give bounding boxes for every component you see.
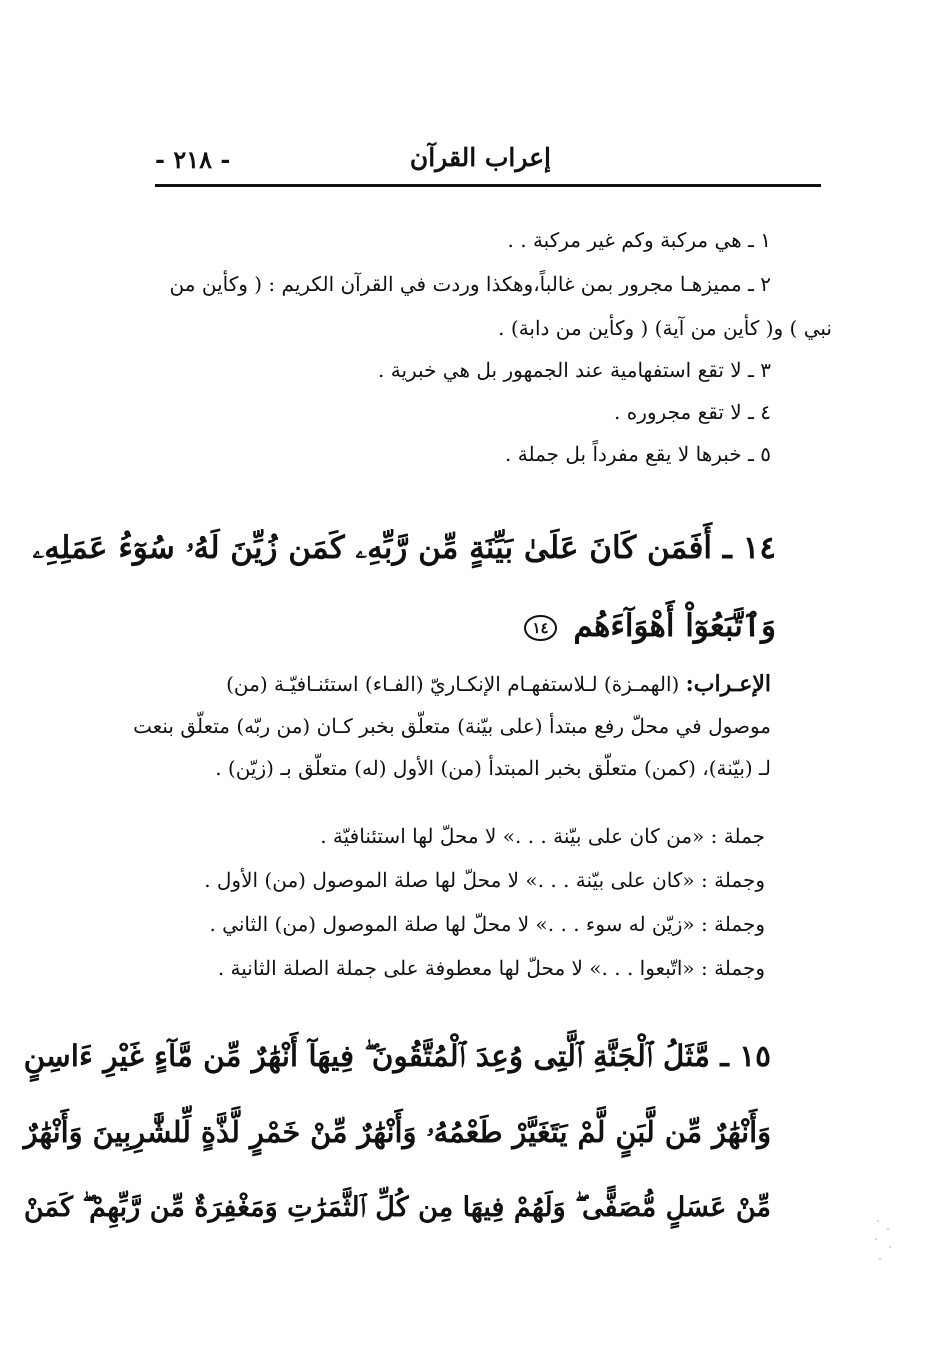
list-item-1: ١ ـ هي مركبة وكم غير مركبة . .	[507, 228, 771, 252]
irab-line-1	[226, 662, 771, 706]
running-title: إعراب القرآن	[409, 143, 551, 172]
verse-number-marker: ١٤	[524, 615, 556, 641]
verse-14-line-1: ١٤ ـ أَفَمَن كَانَ عَلَىٰ بَيِّنَةٍ مِّن رَّبِّهِۦ كَمَن زُيِّنَ لَهُۥ سُوٓءُ عَمَلِهِۦ	[32, 530, 776, 566]
verse-15-line-1: ١٥ ـ مَّثَلُ ٱلْجَنَّةِ ٱلَّتِى وُعِدَ ٱلْمُتَّقُونَ ۖ فِيهَآ أَنْهَٰرٌ مِّن مَّآءٍ غَيْرِ ءَاسِنٍ	[23, 1038, 771, 1073]
verse-15-line-2: وَأَنْهَٰرٌ مِّن لَّبَنٍ لَّمْ يَتَغَيَّرْ طَعْمُهُۥ وَأَنْهَٰرٌ مِّنْ خَمْرٍ لَّذَّةٍ لِّلشَّٰرِبِينَ وَأَنْهَٰرٌ	[23, 1115, 771, 1149]
irab-label: الإعـراب:	[685, 671, 771, 697]
irab-line-3: لـ (بيّنة)، (كمن) متعلّق بخبر المبتدأ (من) الأول (له) متعلّق بـ (زيّن) .	[215, 756, 771, 780]
list-item-4: ٤ ـ لا تقع مجروره .	[614, 400, 771, 424]
irab-line-2: موصول في محلّ رفع مبتدأ (على بيّنة) متعلّق بخبر كـان (من ربّه) متعلّق بنعت	[133, 714, 771, 738]
list-item-3: ٣ ـ لا تقع استفهامية عند الجمهور بل هي خبرية .	[378, 358, 771, 382]
irab-line-1-text: (الهمـزة) لـلاستفهـام الإنكـاريّ (الفـاء) استئنـافيّـة (من)	[226, 672, 686, 696]
verse-14-line-2	[524, 590, 776, 662]
jumla-4: وجملة : «اتّبعوا . . .» لا محلّ لها معطوفة على جملة الصلة الثانية .	[217, 956, 765, 980]
verse-14-line-2-text: وَٱتَّبَعُوٓاْ أَهْوَآءَهُم	[573, 608, 776, 644]
jumla-2: وجملة : «كان على بيّنة . . .» لا محلّ لها صلة الموصول (من) الأول .	[204, 868, 765, 892]
jumla-1: جملة : «من كان على بيّنة . . .» لا محلّ لها استئنافيّة .	[320, 824, 765, 848]
jumla-3: وجملة : «زيّن له سوء . . .» لا محلّ لها صلة الموصول (من) الثاني .	[209, 912, 765, 936]
verse-15-line-3: مِّنْ عَسَلٍ مُّصَفًّى ۖ وَلَهُمْ فِيهَا مِن كُلِّ ٱلثَّمَرَٰتِ وَمَغْفِرَةٌ مِّن رَّبِّهِمْ ۖ كَمَنْ	[23, 1192, 771, 1223]
list-item-2-line-1: ٢ ـ مميزهـا مجرور بمن غالباً،وهكذا وردت في القرآن الكريم : ( وكأين من	[169, 272, 771, 296]
list-item-2-line-2: نبي ) و( كأين من آية) ( وكأين من دابة) .	[498, 316, 832, 340]
page-header	[155, 138, 821, 187]
page-number: - ٢١٨ -	[155, 145, 231, 174]
list-item-5: ٥ ـ خبرها لا يقع مفرداً بل جملة .	[505, 442, 771, 466]
scan-artifact	[870, 1215, 900, 1278]
